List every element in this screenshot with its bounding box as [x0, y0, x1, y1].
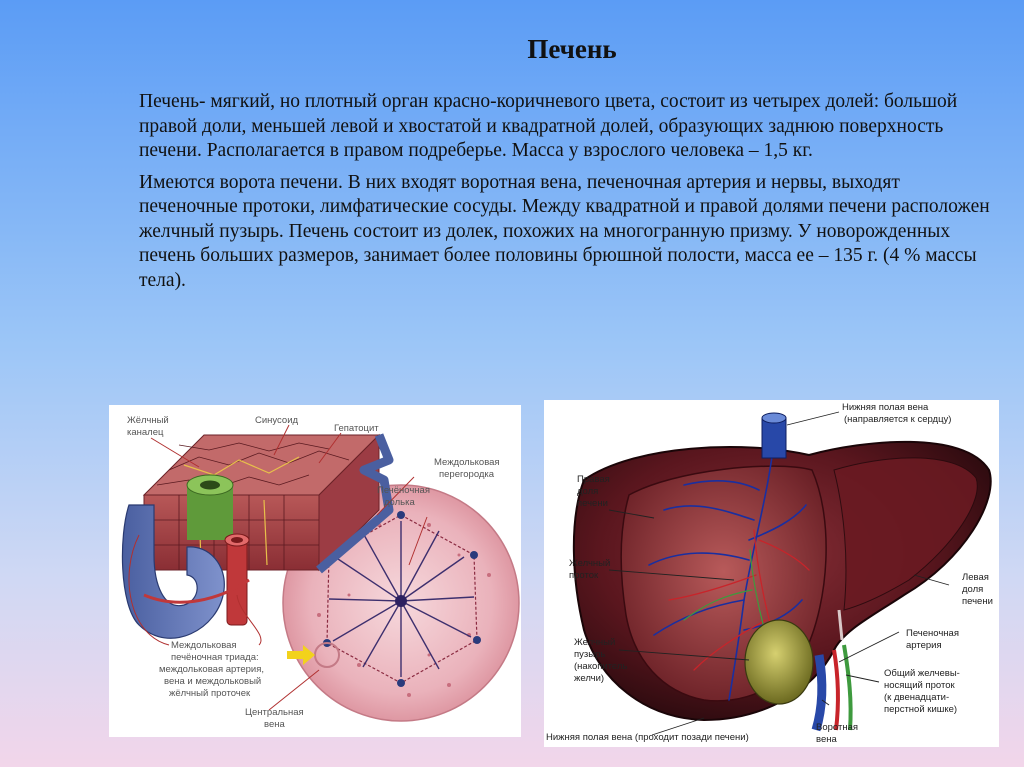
label-gallbladder-4: желчи) [574, 673, 605, 684]
central-vein-cylinder [187, 475, 233, 540]
label-central-vein-1: Центральная [245, 707, 304, 718]
label-left-lobe-2: доля [962, 584, 984, 595]
label-gallbladder-1: Желчный [574, 637, 616, 648]
label-bile-duct-1: Желчный [569, 558, 611, 569]
label-ivc-top-1: Нижняя полая вена [842, 402, 929, 413]
label-common-duct-1: Общий желчевы- [884, 668, 960, 679]
gallbladder [745, 620, 813, 704]
label-septum-2: перегородка [439, 469, 495, 480]
label-common-duct-2: носящий проток [884, 680, 955, 691]
label-common-duct-4: перстной кишке) [884, 704, 958, 715]
label-triad-1: Междольковая [171, 640, 237, 651]
paragraph-2: Имеются ворота печени. В них входят воротная вена, печеночная артерия и нервы, выходят печеночные протоки, лимфатические сосуды. Между квадратной и правой долями печени расположен желчный пузырь. Печень состоит из долек, похожих на многогранную призму. У новорожденных печень больших размеров, занимает более половины брюшной полости, масса ее – 135 г. (4 % массы тела). [139, 171, 990, 291]
label-gallbladder-2: пузырь [574, 649, 606, 660]
label-right-lobe-1: Правая [577, 474, 610, 485]
label-triad-2: печёночная триада: [171, 652, 259, 663]
label-left-lobe-1: Левая [962, 572, 989, 583]
label-right-lobe-2: доля [577, 486, 599, 497]
label-right-lobe-3: печени [577, 498, 608, 509]
label-ivc-bottom: Нижняя полая вена (проходит позади печени) [546, 732, 749, 743]
label-bile-canaliculus-2: каналец [127, 427, 164, 438]
label-left-lobe-3: печени [962, 596, 993, 607]
lobule-diagram [109, 405, 521, 737]
label-sinusoid: Синусоид [255, 415, 299, 426]
label-bile-canaliculus-1: Жёлчный [127, 415, 169, 426]
liver-anatomy-illustration [544, 400, 999, 747]
label-hepatocyte: Гепатоцит [334, 423, 379, 434]
label-triad-5: жёлчный проточек [169, 688, 251, 699]
liver-diagram [544, 400, 999, 747]
label-triad-3: междольковая артерия, [159, 664, 264, 675]
central-vein-dot [395, 595, 407, 607]
paragraph-1: Печень- мягкий, но плотный орган красно-коричневого цвета, состоит из четырех долей: большой правой доли, меньшей левой и хвостатой и квадратной долей, образующих заднюю поверхность печени. Располагается в правом подреберье. Масса у взрослого человека – 1,5 кг. [139, 91, 958, 161]
label-lobule-1: Печёночная [377, 485, 430, 496]
label-bile-duct-2: проток [569, 570, 599, 581]
inferior-vena-cava-top [762, 413, 786, 458]
portal-structures [816, 645, 851, 730]
slide-body [139, 90, 999, 300]
label-triad-4: вена и междольковый [164, 676, 262, 687]
label-septum-1: Междольковая [434, 457, 500, 468]
lobule-illustration [109, 405, 521, 737]
label-central-vein-2: вена [264, 719, 285, 730]
label-portal-vein-2: вена [816, 734, 837, 745]
label-lobule-2: долька [384, 497, 415, 508]
label-common-duct-3: (к двенадцати- [884, 692, 950, 703]
label-hepatic-artery-1: Печеночная [906, 628, 959, 639]
label-ivc-top-2: (направляется к сердцу) [844, 414, 952, 425]
label-hepatic-artery-2: артерия [906, 640, 942, 651]
slide-title: Печень [527, 34, 617, 64]
label-gallbladder-3: (накопитель [574, 661, 628, 672]
interlobular-artery [225, 534, 249, 625]
label-portal-vein-1: Воротная [816, 722, 859, 733]
